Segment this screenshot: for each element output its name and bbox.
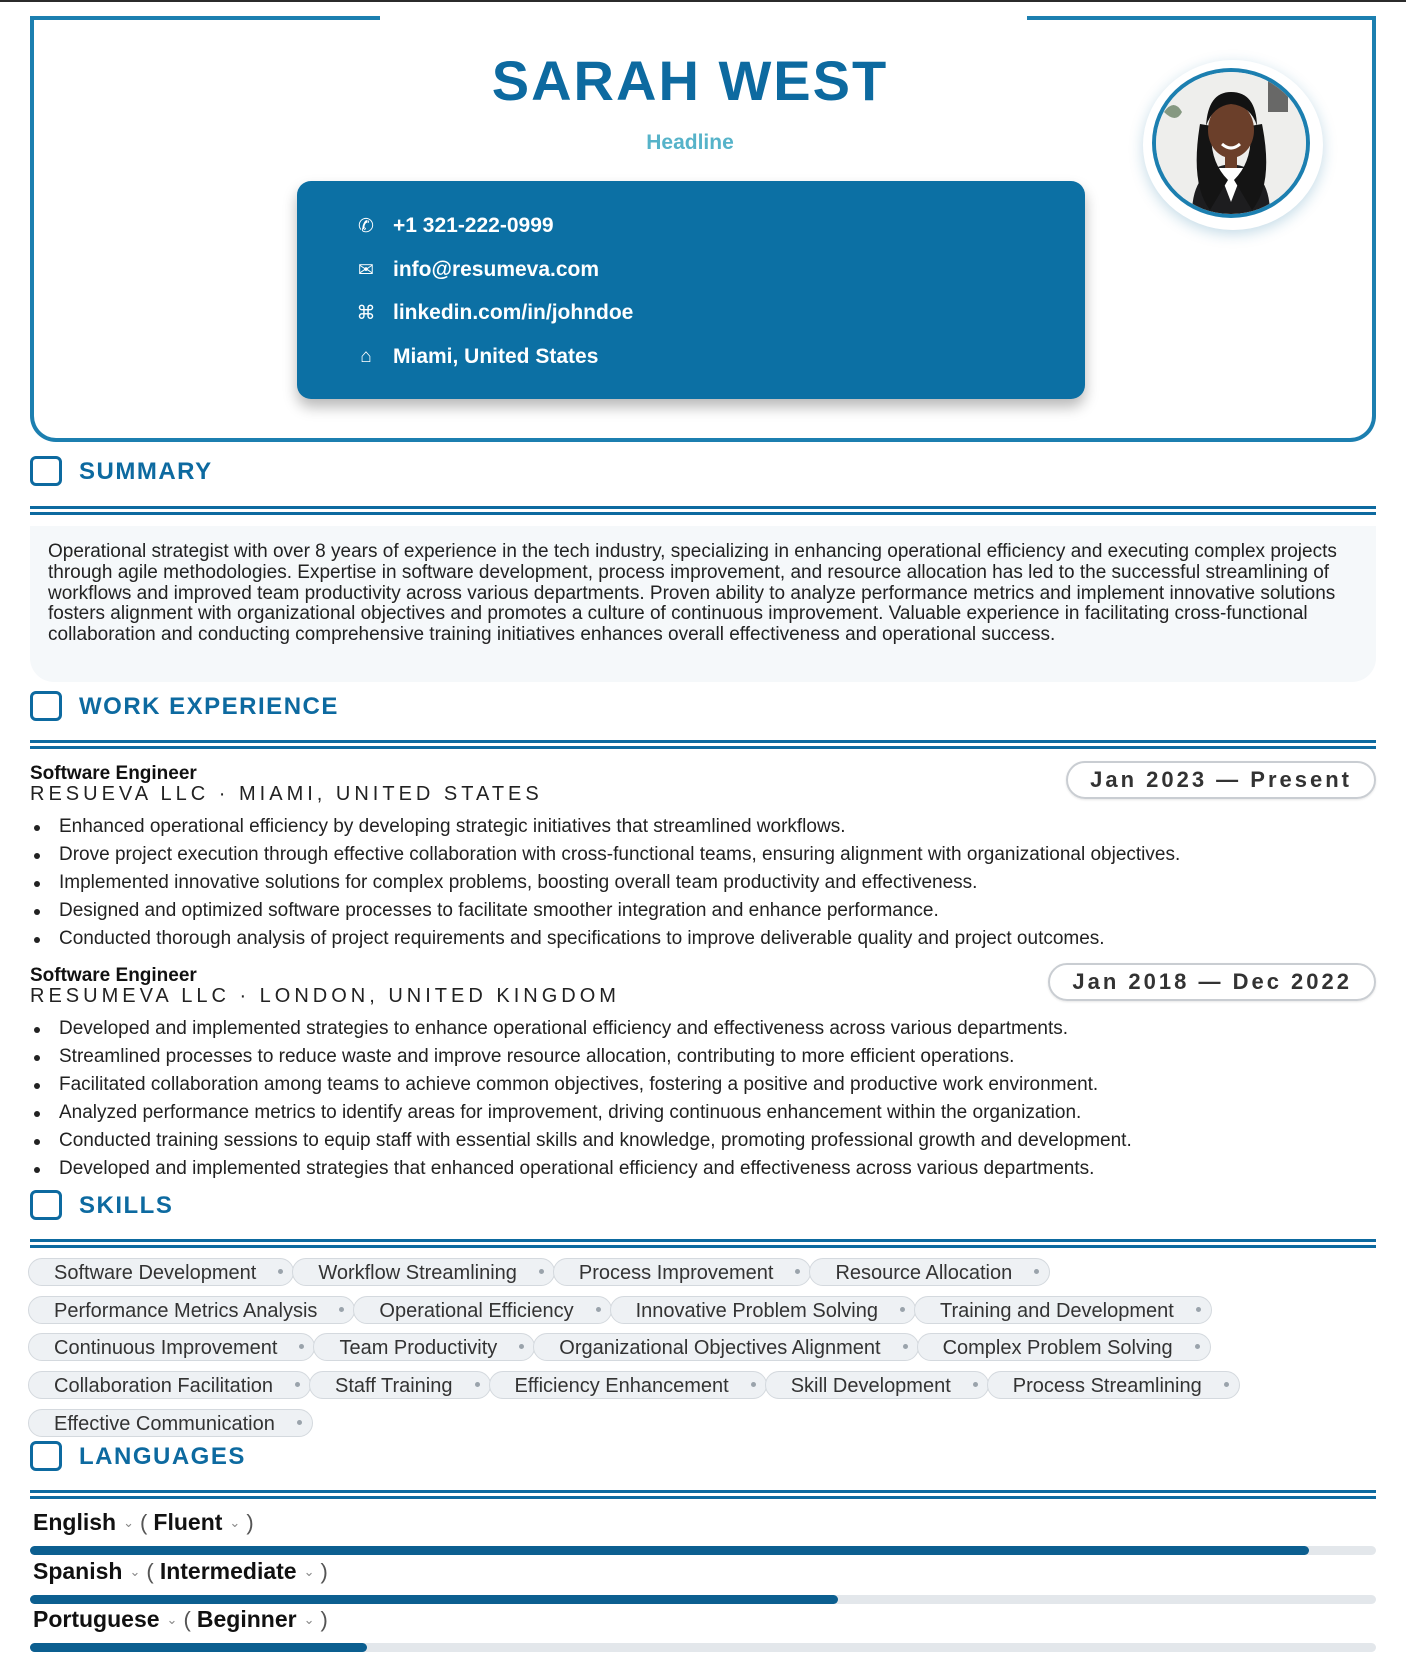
contact-email[interactable] — [351, 255, 599, 285]
contact-box — [297, 181, 1085, 399]
section-divider — [30, 1490, 1376, 1499]
list-item: Designed and optimized software processes to facilitate smoother integration and enhance performance. — [30, 897, 1180, 925]
skill-chip: Innovative Problem Solving — [610, 1296, 916, 1324]
chevron-down-icon[interactable]: ⌄ — [166, 1612, 178, 1627]
chevron-down-icon[interactable]: ⌄ — [129, 1564, 141, 1579]
proficiency-fill — [30, 1595, 838, 1604]
proficiency-bar — [30, 1595, 1376, 1604]
skill-chip: Team Productivity — [313, 1333, 535, 1361]
contact-phone[interactable] — [351, 211, 554, 241]
candidate-headline: Headline — [646, 131, 734, 154]
chevron-down-icon[interactable]: ⌄ — [303, 1564, 315, 1579]
contact-email-text: info@resumeva.com — [393, 258, 600, 281]
section-skills-title: SKILLS — [79, 1192, 174, 1219]
job-date-badge: Jan 2023 — Present — [1066, 761, 1376, 799]
chevron-down-icon[interactable]: ⌄ — [229, 1515, 241, 1530]
section-checkbox-icon — [30, 1441, 62, 1471]
mail-icon: ✉ — [358, 259, 374, 281]
job-date-badge: Jan 2018 — Dec 2022 — [1048, 963, 1376, 1001]
language-name: Portuguese — [33, 1606, 160, 1632]
skill-chip: Continuous Improvement — [28, 1333, 315, 1361]
language-name: English — [33, 1509, 117, 1535]
job-company: RESUMEVA LLC · LONDON, UNITED KINGDOM — [30, 985, 620, 1007]
list-item: Developed and implemented strategies to enhance operational efficiency and effectiveness across various departments. — [30, 1015, 1132, 1043]
contact-linkedin[interactable] — [351, 298, 633, 328]
section-experience-title: WORK EXPERIENCE — [79, 693, 339, 720]
section-checkbox-icon — [30, 456, 62, 486]
home-icon: ⌂ — [360, 346, 372, 367]
skill-chip: Staff Training — [309, 1371, 490, 1399]
section-summary-title: SUMMARY — [79, 458, 213, 485]
job-title: Software Engineer — [30, 965, 197, 986]
skill-chip: Skill Development — [765, 1371, 989, 1399]
header-top-rule-right — [1027, 16, 1376, 20]
list-item: Analyzed performance metrics to identify areas for improvement, driving continuous enhancement within the organization. — [30, 1099, 1132, 1127]
proficiency-fill — [30, 1643, 367, 1652]
skill-row — [28, 1296, 1210, 1326]
skill-chip: Software Development — [28, 1258, 294, 1286]
summary-text: Operational strategist with over 8 years of experience in the tech industry, specializing in enhancing operational efficiency and executing complex projects through agile methodologies. Expertise in software development, process improvement, and resource allocation has led to the successful streamlining of workflows and improved team productivity across various departments. Proven ability to analyze performance metrics and implement innovative solutions fosters alignment with organizational objectives and promotes a culture of continuous improvement. Valuable experience in facilitating cross-functional collaboration and conducting comprehensive training initiatives enhances overall effectiveness and operational success. — [48, 541, 1337, 646]
skill-chip: Process Streamlining — [987, 1371, 1240, 1399]
skill-row — [28, 1371, 1238, 1401]
skill-row — [28, 1409, 311, 1439]
language-label: Spanish ⌄ ( Intermediate ⌄ ) — [33, 1558, 328, 1584]
proficiency-fill — [30, 1546, 1309, 1555]
job-bullets — [30, 813, 1180, 953]
skill-chip: Training and Development — [914, 1296, 1212, 1324]
candidate-name: SARAH WEST — [491, 49, 889, 112]
skill-chip: Workflow Streamlining — [292, 1258, 555, 1286]
language-entry — [30, 1509, 1376, 1559]
contact-linkedin-text: linkedin.com/in/johndoe — [393, 301, 634, 324]
language-label: Portuguese ⌄ ( Beginner ⌄ ) — [33, 1606, 328, 1632]
skill-chip: Effective Communication — [28, 1409, 313, 1437]
language-level: Fluent — [153, 1509, 223, 1535]
link-icon: ⌘ — [356, 302, 376, 324]
proficiency-bar — [30, 1643, 1376, 1652]
list-item: Implemented innovative solutions for complex problems, boosting overall team productivity and effectiveness. — [30, 869, 1180, 897]
skill-chip: Performance Metrics Analysis — [28, 1296, 355, 1324]
list-item: Developed and implemented strategies that enhanced operational efficiency and effectiveness across various departments. — [30, 1155, 1132, 1183]
job-company: RESUEVA LLC · MIAMI, UNITED STATES — [30, 783, 543, 805]
contact-location — [351, 342, 598, 372]
language-entry — [30, 1558, 1376, 1608]
skill-chip: Operational Efficiency — [353, 1296, 611, 1324]
section-divider — [30, 740, 1376, 749]
profile-photo — [1152, 68, 1310, 218]
section-checkbox-icon — [30, 691, 62, 721]
section-divider — [30, 1239, 1376, 1248]
skill-row — [28, 1333, 1209, 1363]
language-level: Intermediate — [159, 1558, 297, 1584]
phone-icon: ✆ — [358, 215, 374, 237]
list-item: Conducted thorough analysis of project requirements and specifications to improve deliverable quality and project outcomes. — [30, 925, 1180, 953]
list-item: Enhanced operational efficiency by developing strategic initiatives that streamlined workflows. — [30, 813, 1180, 841]
job-title: Software Engineer — [30, 763, 197, 784]
chevron-down-icon[interactable]: ⌄ — [123, 1515, 134, 1530]
proficiency-bar — [30, 1546, 1376, 1555]
summary-box — [30, 526, 1376, 682]
section-checkbox-icon — [30, 1190, 62, 1220]
contact-location-text: Miami, United States — [393, 345, 599, 368]
language-level: Beginner — [196, 1606, 297, 1632]
language-entry — [30, 1606, 1376, 1656]
skill-chip: Complex Problem Solving — [917, 1333, 1211, 1361]
skill-chip: Resource Allocation — [809, 1258, 1050, 1286]
language-label: English ⌄ ( Fluent ⌄ ) — [33, 1509, 254, 1535]
list-item: Conducted training sessions to equip staff with essential skills and knowledge, promoting professional growth and development. — [30, 1127, 1132, 1155]
list-item: Drove project execution through effective collaboration with cross-functional teams, ensuring alignment with organizational objectives. — [30, 841, 1180, 869]
header-top-rule-left — [30, 16, 380, 20]
skill-chip: Efficiency Enhancement — [489, 1371, 767, 1399]
section-languages-title: LANGUAGES — [79, 1443, 246, 1470]
skill-chip: Process Improvement — [553, 1258, 812, 1286]
language-name: Spanish — [33, 1558, 123, 1584]
list-item: Facilitated collaboration among teams to achieve common objectives, fostering a positive and productive work environment. — [30, 1071, 1132, 1099]
chevron-down-icon[interactable]: ⌄ — [303, 1612, 315, 1627]
job-bullets — [30, 1015, 1132, 1183]
skill-row — [28, 1258, 1048, 1288]
skill-chip: Collaboration Facilitation — [28, 1371, 311, 1399]
contact-phone-text: +1 321-222-0999 — [393, 214, 554, 237]
profile-photo-illustration — [1156, 72, 1306, 214]
list-item: Streamlined processes to reduce waste and improve resource allocation, contributing to more efficient operations. — [30, 1043, 1132, 1071]
top-border-line — [0, 0, 1406, 2]
section-divider — [30, 506, 1376, 515]
skill-chip: Organizational Objectives Alignment — [533, 1333, 918, 1361]
avatar — [1143, 60, 1323, 230]
